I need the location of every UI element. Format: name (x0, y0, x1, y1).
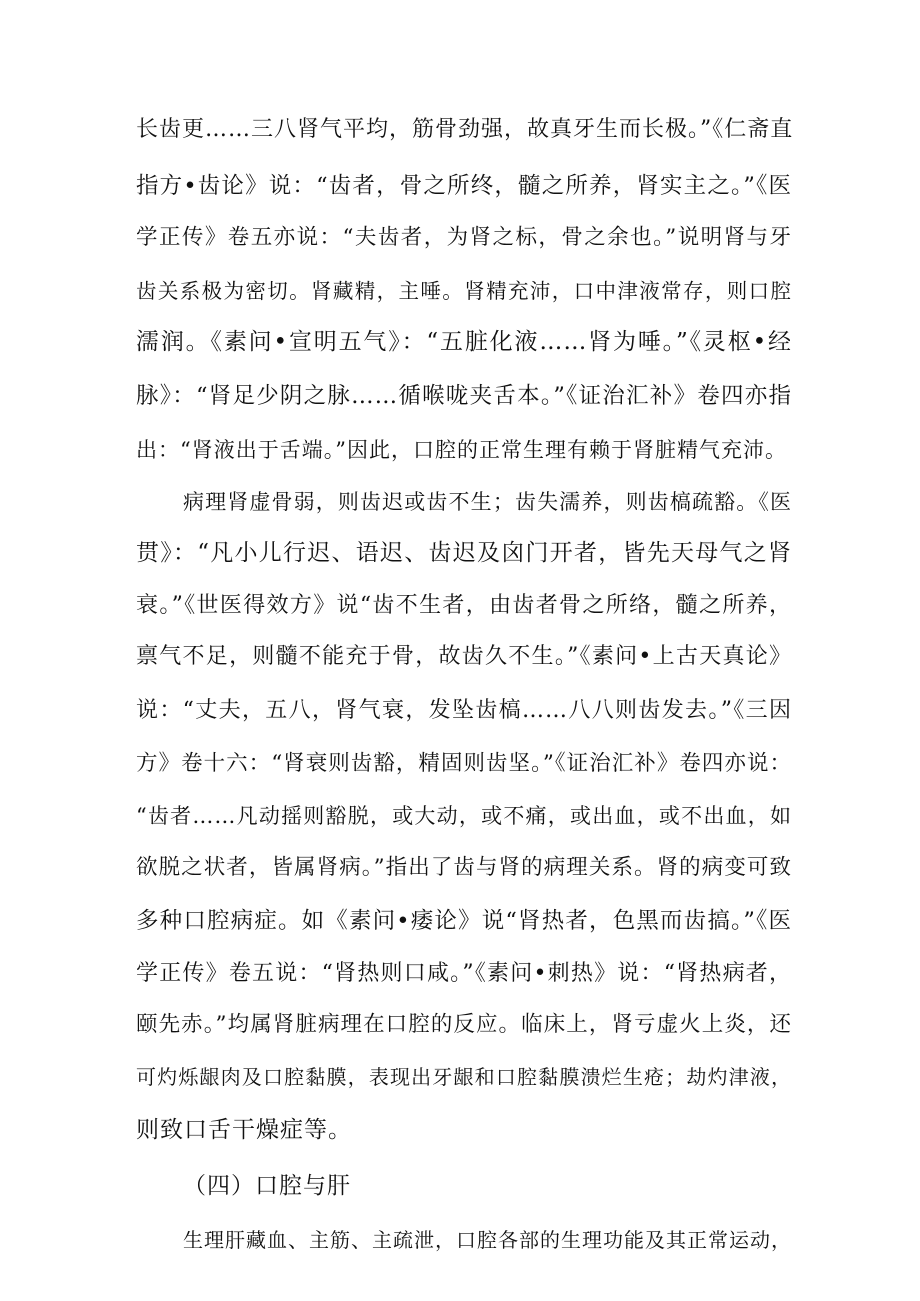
text-line: 学正传》卷五说：“肾热则口咸。”《素问•刺热》说：“肾热病者， (136, 961, 792, 986)
text-line: 学正传》卷五亦说：“夫齿者，为肾之标，骨之余也。”说明肾与牙 (136, 225, 792, 250)
text-line: 指方•齿论》说：“齿者，骨之所终，髓之所养，肾实主之。”《医 (136, 173, 792, 199)
text-line: 衰。”《世医得效方》说“齿不生者，由齿者骨之所络，髓之所养， (136, 593, 792, 618)
text-line: 长齿更……三八肾气平均，筋骨劲强，故真牙生而长极。”《仁斋直 (136, 117, 794, 142)
text-line: 说：“丈夫，五八，肾气衰，发坠齿槁……八八则齿发去。”《三因 (136, 698, 792, 723)
text-line: 多种口腔病症。如《素问•痿论》说“肾热者，色黑而齿搞。”《医 (136, 908, 792, 934)
text-line: 生理肝藏血、主筋、主疏泄，口腔各部的生理功能及其正常运动， (183, 1228, 792, 1252)
text-line: “齿者……凡动摇则豁脱，或大动，或不痛，或出血，或不出血，如 (136, 804, 792, 828)
text-line: 禀气不足，则髓不能充于骨，故齿久不生。”《素问•上古天真论》 (136, 644, 792, 669)
text-line: 病理肾虚骨弱，则齿迟或齿不生；齿失濡养，则齿槁疏豁。《医 (183, 490, 792, 514)
text-line: 齿关系极为密切。肾藏精，主唾。肾精充沛，口中津液常存，则口腔 (136, 279, 792, 303)
text-line: 方》卷十六：“肾衰则齿豁，精固则齿坚。”《证治汇补》卷四亦说： (136, 751, 792, 776)
text-line: 颐先赤。”均属肾脏病理在口腔的反应。临床上，肾亏虚火上炎，还 (136, 1012, 792, 1037)
text-line: 可灼烁龈肉及口腔黏膜，表现出牙龈和口腔黏膜溃烂生疮；劫灼津液， (136, 1065, 792, 1089)
text-line: 濡润。《素问•宣明五气》：“五脏化液……肾为唾。”《灵枢•经 (136, 329, 792, 355)
text-line: 出：“肾液出于舌端。”因此，口腔的正常生理有赖于肾脏精气充沛。 (136, 438, 787, 462)
text-line: 贯》：“凡小儿行迟、语迟、齿迟及囟门开者，皆先天母气之肾 (136, 540, 792, 566)
text-line: 则致口舌干燥症等。 (136, 1117, 352, 1143)
section-heading: （四）口腔与肝 (183, 1173, 351, 1199)
text-line: 脉》：“肾足少阴之脉……循喉咙夹舌本。”《证治汇补》卷四亦指 (136, 383, 792, 409)
text-line: 欲脱之状者，皆属肾病。”指出了齿与肾的病理关系。肾的病变可致 (136, 855, 792, 880)
